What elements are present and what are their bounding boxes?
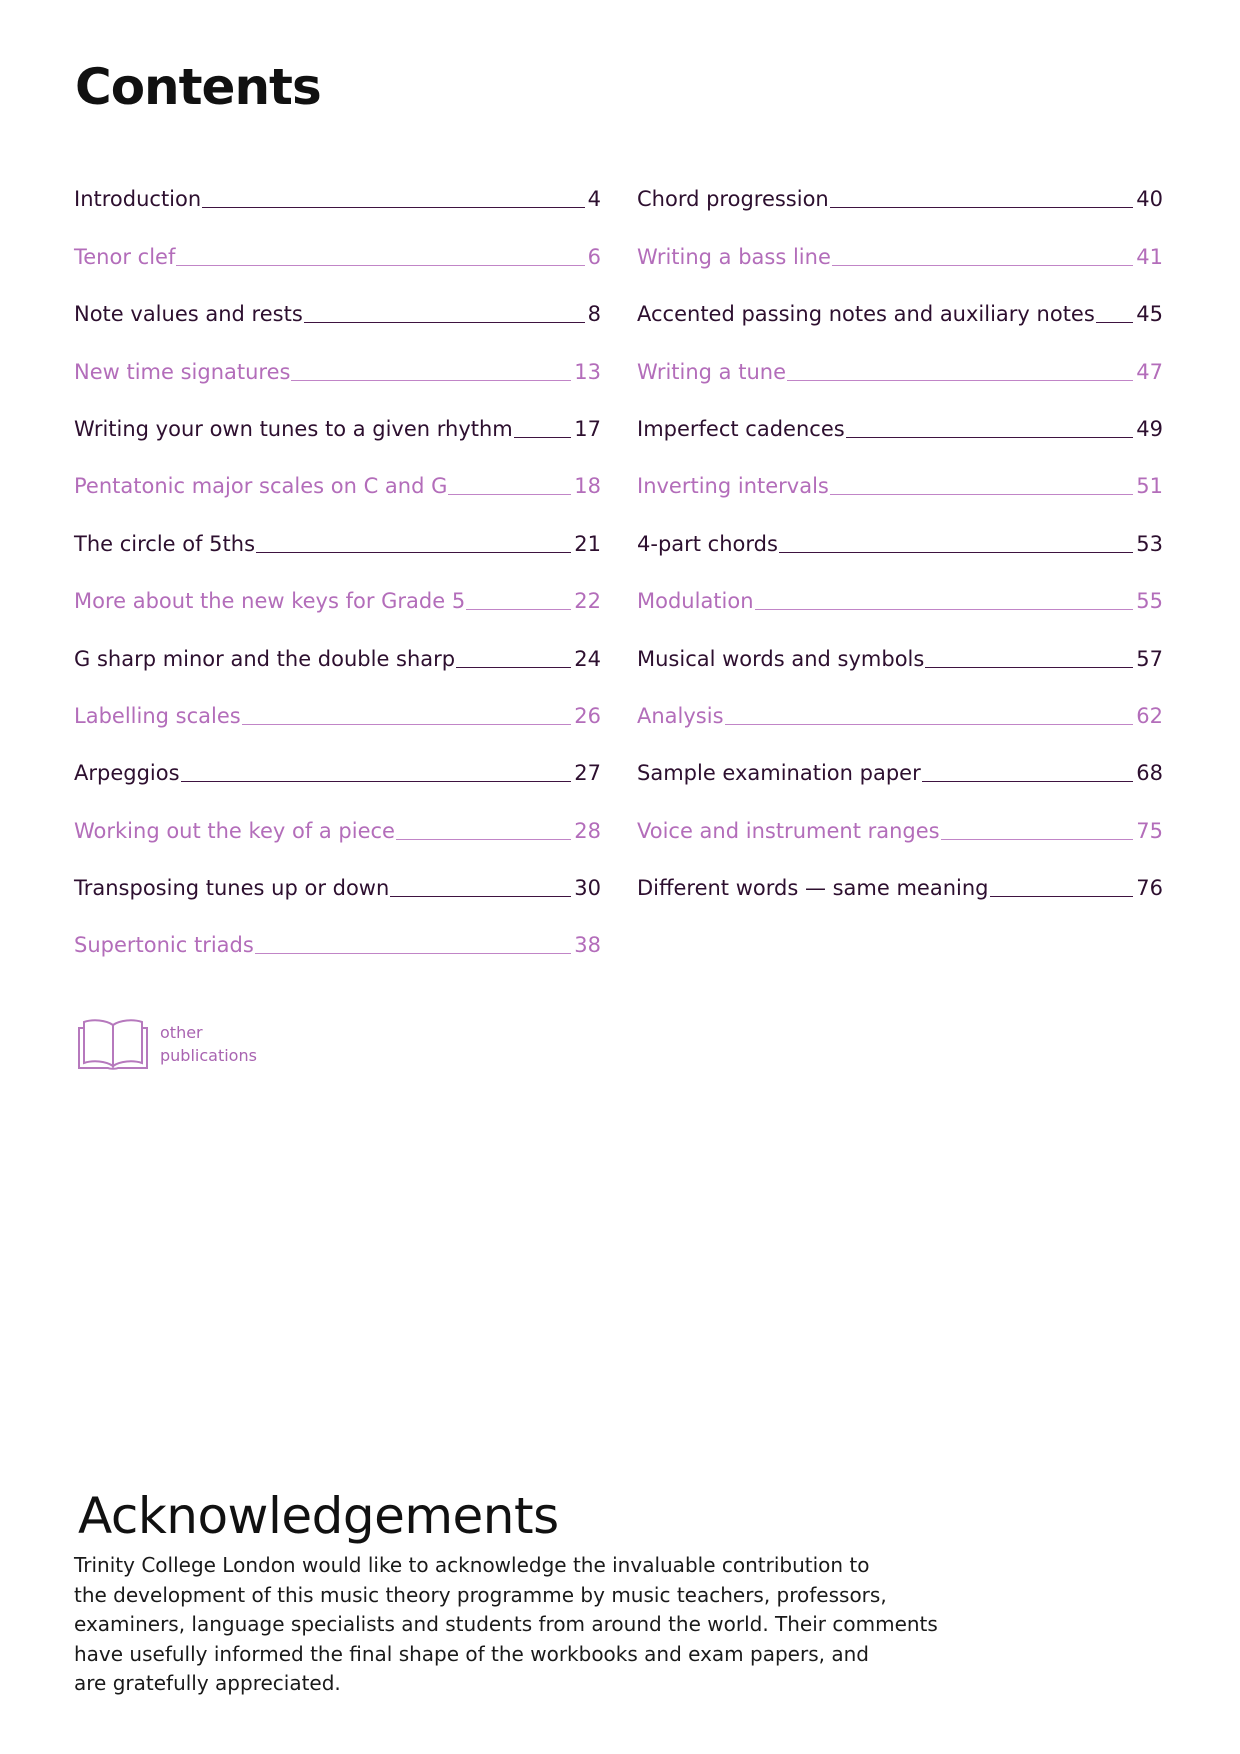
toc-entry-title: Imperfect cadences <box>637 416 845 441</box>
toc-entry-title: Modulation <box>637 589 754 614</box>
toc-entry-page-number: 28 <box>574 818 601 843</box>
toc-entry-page-number: 21 <box>574 531 601 556</box>
toc-entry-page-number: 55 <box>1136 589 1163 614</box>
dot-leader <box>990 896 1134 897</box>
toc-entry-title: More about the new keys for Grade 5 <box>74 589 466 614</box>
toc-entry[interactable] <box>637 786 1163 843</box>
toc-entry[interactable] <box>74 155 601 212</box>
toc-entry-title: Sample examination paper <box>637 761 921 786</box>
dot-leader <box>304 322 585 323</box>
toc-entry-title: Voice and instrument ranges <box>637 818 940 843</box>
toc-entry-title: The circle of 5ths <box>74 531 256 556</box>
toc-entry[interactable] <box>74 499 601 556</box>
toc-entry-title: New time signatures <box>74 359 291 384</box>
toc-entry[interactable] <box>74 844 601 901</box>
toc-entry-title: Supertonic triads <box>74 933 254 958</box>
toc-entry-title: Musical words and symbols <box>637 646 925 671</box>
contents-left-column <box>74 155 601 958</box>
toc-entry[interactable] <box>74 327 601 384</box>
dot-leader <box>202 207 584 208</box>
toc-entry[interactable] <box>637 385 1163 442</box>
acknowledgements-line: have usefully informed the final shape of the workbooks and exam papers, and <box>74 1641 869 1666</box>
contents-right-column <box>637 155 1163 901</box>
toc-entry-page-number: 24 <box>574 646 601 671</box>
toc-entry-page-number: 53 <box>1136 531 1163 556</box>
toc-entry[interactable] <box>637 155 1163 212</box>
dot-leader <box>787 380 1133 381</box>
toc-entry[interactable] <box>637 614 1163 671</box>
toc-entry-title: Labelling scales <box>74 703 241 728</box>
toc-entry[interactable] <box>74 729 601 786</box>
acknowledgements-title: Acknowledgements <box>78 1487 559 1545</box>
toc-entry-title: 4-part chords <box>637 531 778 556</box>
toc-entry-title: Accented passing notes and auxiliary notes <box>637 302 1095 327</box>
toc-entry-title: Transposing tunes up or down <box>74 876 390 901</box>
toc-entry[interactable] <box>637 557 1163 614</box>
open-book-icon <box>78 1017 148 1071</box>
toc-entry-page-number: 57 <box>1136 646 1163 671</box>
dot-leader <box>181 781 572 782</box>
dot-leader <box>830 494 1133 495</box>
toc-entry[interactable] <box>637 442 1163 499</box>
dot-leader <box>448 494 571 495</box>
dot-leader <box>832 265 1133 266</box>
toc-entry[interactable] <box>637 327 1163 384</box>
dot-leader <box>779 552 1133 553</box>
acknowledgements-body <box>74 1551 954 1699</box>
dot-leader <box>466 609 571 610</box>
toc-entry[interactable] <box>74 270 601 327</box>
other-publications <box>78 1017 270 1071</box>
toc-entry-page-number: 38 <box>574 933 601 958</box>
dot-leader <box>514 437 572 438</box>
acknowledgements-line: examiners, language specialists and students from around the world. Their comments <box>74 1612 938 1637</box>
toc-entry-title: Different words — same meaning <box>637 876 989 901</box>
toc-entry[interactable] <box>637 270 1163 327</box>
toc-entry-title: Writing a tune <box>637 359 786 384</box>
dot-leader <box>390 896 571 897</box>
toc-entry[interactable] <box>637 729 1163 786</box>
dot-leader <box>922 781 1134 782</box>
toc-entry[interactable] <box>74 442 601 499</box>
other-publications-label <box>160 1021 270 1067</box>
toc-entry[interactable] <box>74 672 601 729</box>
toc-entry-page-number: 8 <box>587 302 601 327</box>
toc-entry-page-number: 68 <box>1136 761 1163 786</box>
toc-entry[interactable] <box>74 385 601 442</box>
toc-entry-page-number: 26 <box>574 703 601 728</box>
toc-entry-title: Working out the key of a piece <box>74 818 395 843</box>
toc-entry-page-number: 17 <box>574 416 601 441</box>
dot-leader <box>755 609 1134 610</box>
toc-entry-title: Arpeggios <box>74 761 180 786</box>
toc-entry[interactable] <box>74 557 601 614</box>
toc-entry[interactable] <box>74 901 601 958</box>
toc-entry-page-number: 76 <box>1136 876 1163 901</box>
toc-entry-title: Note values and rests <box>74 302 303 327</box>
toc-entry-title: Analysis <box>637 703 724 728</box>
toc-entry-page-number: 40 <box>1136 187 1163 212</box>
toc-entry-title: Tenor clef <box>74 244 176 269</box>
dot-leader <box>830 207 1134 208</box>
toc-entry-title: Inverting intervals <box>637 474 829 499</box>
toc-entry-page-number: 45 <box>1136 302 1163 327</box>
dot-leader <box>255 953 571 954</box>
toc-entry-title: Pentatonic major scales on C and G <box>74 474 448 499</box>
toc-entry[interactable] <box>74 212 601 269</box>
other-publications-label-line1: other <box>160 1023 203 1042</box>
dot-leader <box>396 839 571 840</box>
acknowledgements-line: Trinity College London would like to acknowledge the invaluable contribution to <box>74 1553 870 1577</box>
toc-entry-page-number: 41 <box>1136 244 1163 269</box>
acknowledgements-line: the development of this music theory programme by music teachers, professors, <box>74 1582 887 1607</box>
dot-leader <box>176 265 584 266</box>
toc-entry[interactable] <box>637 212 1163 269</box>
toc-entry-page-number: 30 <box>574 876 601 901</box>
contents-title: Contents <box>75 58 321 116</box>
toc-entry-title: Writing a bass line <box>637 244 831 269</box>
toc-entry-page-number: 49 <box>1136 416 1163 441</box>
dot-leader <box>925 667 1133 668</box>
toc-entry[interactable] <box>74 614 601 671</box>
toc-entry[interactable] <box>637 844 1163 901</box>
toc-entry[interactable] <box>637 499 1163 556</box>
toc-entry-page-number: 47 <box>1136 359 1163 384</box>
dot-leader <box>456 667 571 668</box>
toc-entry-title: Chord progression <box>637 187 829 212</box>
dot-leader <box>846 437 1134 438</box>
toc-entry[interactable] <box>74 786 601 843</box>
toc-entry-page-number: 27 <box>574 761 601 786</box>
toc-entry-page-number: 4 <box>587 187 601 212</box>
dot-leader <box>256 552 571 553</box>
dot-leader <box>242 724 572 725</box>
other-publications-label-line2: publications <box>160 1046 257 1065</box>
toc-entry[interactable] <box>637 672 1163 729</box>
toc-entry-page-number: 51 <box>1136 474 1163 499</box>
dot-leader <box>941 839 1134 840</box>
toc-entry-page-number: 6 <box>587 244 601 269</box>
toc-entry-page-number: 75 <box>1136 818 1163 843</box>
toc-entry-page-number: 18 <box>574 474 601 499</box>
toc-entry-page-number: 62 <box>1136 703 1163 728</box>
dot-leader <box>1096 322 1133 323</box>
toc-entry-page-number: 13 <box>574 359 601 384</box>
toc-entry-title: Writing your own tunes to a given rhythm <box>74 416 513 441</box>
toc-entry-title: G sharp minor and the double sharp <box>74 646 456 671</box>
dot-leader <box>291 380 571 381</box>
acknowledgements-line: are gratefully appreciated. <box>74 1671 341 1696</box>
toc-entry-page-number: 22 <box>574 589 601 614</box>
dot-leader <box>725 724 1134 725</box>
toc-entry-title: Introduction <box>74 187 202 212</box>
